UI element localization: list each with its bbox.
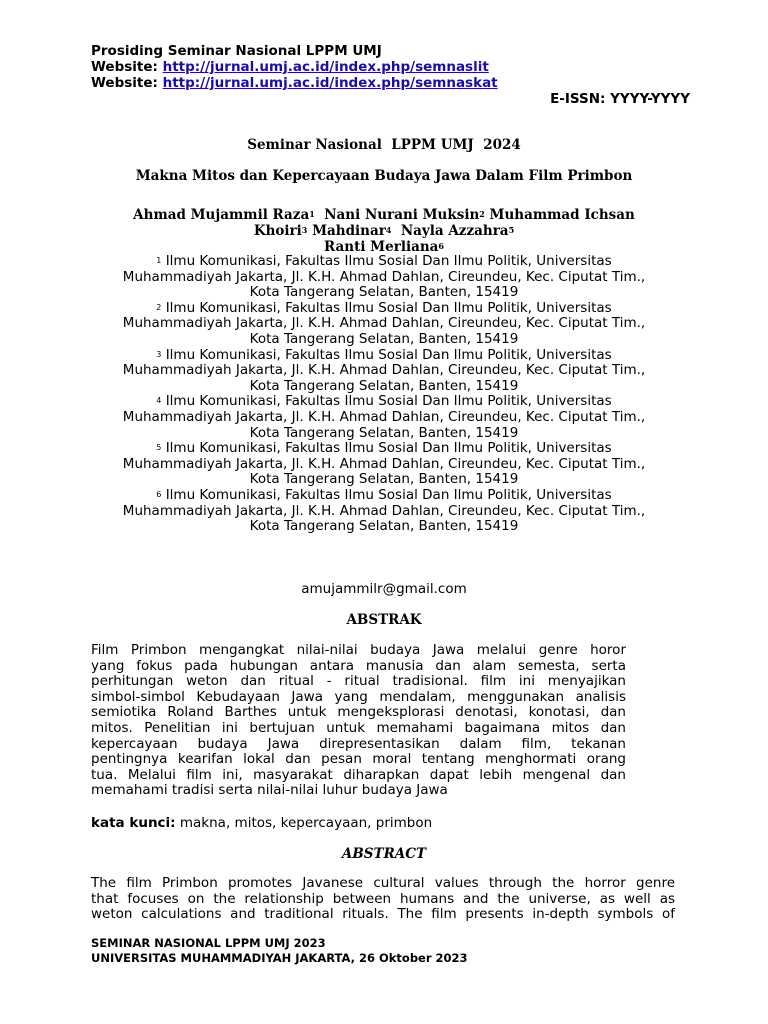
affiliation-line: Muhammadiyah Jakarta, Jl. K.H. Ahmad Dahlan, Cireundeu, Kec. Ciputat Tim., (122, 362, 646, 379)
author-sup: 4 (385, 225, 392, 235)
affiliation-6 (0, 488, 768, 535)
affiliation-line: Muhammadiyah Jakarta, Jl. K.H. Ahmad Dahlan, Cireundeu, Kec. Ciputat Tim., (122, 455, 646, 472)
footer (91, 936, 468, 966)
affiliation-line: Muhammadiyah Jakarta, Jl. K.H. Ahmad Dahlan, Cireundeu, Kec. Ciputat Tim., (122, 315, 646, 332)
authors-line-2 (0, 223, 768, 239)
affiliation-sup: 4 (156, 396, 162, 406)
author-name: Ahmad Mujammil Raza (133, 207, 310, 223)
affiliation-line: Muhammadiyah Jakarta, Jl. K.H. Ahmad Dahlan, Cireundeu, Kec. Ciputat Tim., (122, 408, 646, 425)
author-email: amujammilr@gmail.com (301, 581, 467, 597)
author-name: Nani Nurani Muksin (324, 207, 480, 223)
website-label: Website: (91, 59, 158, 75)
affiliation-1 (0, 254, 768, 301)
affiliation-4 (0, 394, 768, 441)
affiliation-sup: 3 (156, 349, 162, 359)
author-name-part: Khoiri (253, 223, 302, 239)
affiliation-line: Ilmu Komunikasi, Fakultas Ilmu Sosial Dan Ilmu Politik, Universitas (165, 486, 612, 503)
abstrak-line: yang fokus pada hubungan antara manusia dan alam semesta, serta (91, 657, 626, 674)
author-name-part: Muhammad Ichsan (489, 207, 635, 223)
abstrak-line: perhitungan weton dan ritual - ritual tradisional. film ini menyajikan (91, 673, 626, 690)
affiliation-line: Kota Tangerang Selatan, Banten, 15419 (249, 284, 519, 301)
authors-block (0, 207, 768, 255)
affiliation-3 (0, 348, 768, 395)
abstrak-line: simbol-simbol Kebudayaan Jawa yang mendalam, menggunakan analisis (91, 688, 626, 705)
affiliation-sup: 2 (156, 302, 162, 312)
abstrak-line: tua. Melalui film ini, masyarakat diharapkan dapat lebih mengenal dan (91, 766, 626, 783)
affiliation-line: Muhammadiyah Jakarta, Jl. K.H. Ahmad Dahlan, Cireundeu, Kec. Ciputat Tim., (122, 502, 646, 519)
author-sup: 6 (438, 241, 444, 251)
eissn: E-ISSN: YYYY-YYYY (550, 91, 690, 107)
keywords-label: kata kunci: (91, 815, 176, 831)
abstrak-line: semiotika Roland Barthes untuk mengeksplorasi denotasi, konotasi, dan (91, 704, 626, 721)
website-link-semnaskat[interactable]: http://jurnal.umj.ac.id/index.php/semnaskat (162, 75, 498, 91)
affiliation-sup: 6 (156, 489, 162, 499)
affiliation-5 (0, 441, 768, 488)
affiliation-sup: 1 (156, 256, 162, 265)
website-link-semnaslit[interactable]: http://jurnal.umj.ac.id/index.php/semnaslit (162, 59, 489, 75)
paper-title: Makna Mitos dan Kepercayaan Budaya Jawa Dalam Film Primbon (135, 168, 633, 184)
author-sup: 5 (508, 225, 515, 235)
affiliation-line: Ilmu Komunikasi, Fakultas Ilmu Sosial Dan Ilmu Politik, Universitas (165, 393, 612, 410)
website-label: Website: (91, 75, 158, 91)
abstract-body (91, 876, 675, 923)
author-name: Nayla Azzahra (400, 223, 509, 239)
author-sup: 2 (479, 209, 485, 219)
abstrak-line: kepercayaan budaya Jawa direpresentasikan dalam film, tekanan (91, 735, 626, 752)
proceedings-title: Prosiding Seminar Nasional LPPM UMJ (91, 43, 382, 59)
affiliation-line: Ilmu Komunikasi, Fakultas Ilmu Sosial Dan Ilmu Politik, Universitas (165, 299, 612, 316)
footer-line-2: UNIVERSITAS MUHAMMADIYAH JAKARTA, 26 Oktober 2023 (91, 951, 468, 965)
abstrak-line: memahami tradisi serta nilai-nilai luhur budaya Jawa (91, 782, 448, 799)
affiliation-line: Ilmu Komunikasi, Fakultas Ilmu Sosial Dan Ilmu Politik, Universitas (165, 253, 612, 269)
abstrak-line: Film Primbon mengangkat nilai-nilai budaya Jawa melalui genre horor (91, 642, 626, 658)
author-sup: 3 (301, 225, 308, 235)
author-name: Mahdinar (312, 223, 386, 239)
affiliation-2 (0, 301, 768, 348)
keywords (91, 815, 432, 831)
abstrak-line: mitos. Penelitian ini bertujuan untuk memahami bagaimana mitos dan (91, 719, 626, 736)
authors-line-1 (0, 207, 768, 223)
affiliation-line: Kota Tangerang Selatan, Banten, 15419 (249, 377, 519, 394)
affiliation-sup: 5 (156, 443, 162, 453)
abstrak-heading: ABSTRAK (346, 612, 422, 628)
website-line-2 (91, 75, 498, 91)
affiliations (0, 254, 768, 535)
affiliation-line: Kota Tangerang Selatan, Banten, 15419 (249, 471, 519, 488)
author-name: Ranti Merliana (324, 239, 439, 255)
affiliation-line: Kota Tangerang Selatan, Banten, 15419 (249, 330, 519, 347)
keywords-value: makna, mitos, kepercayaan, primbon (175, 815, 433, 831)
affiliation-line: Ilmu Komunikasi, Fakultas Ilmu Sosial Dan Ilmu Politik, Universitas (165, 440, 612, 457)
abstrak-body (91, 643, 626, 799)
footer-line-1: SEMINAR NASIONAL LPPM UMJ 2023 (91, 936, 326, 950)
seminar-title: Seminar Nasional LPPM UMJ 2024 (247, 137, 521, 153)
abstract-line: The film Primbon promotes Javanese cultural values through the horror genre (91, 875, 675, 891)
author-sup: 1 (309, 209, 315, 219)
abstract-line: that focuses on the relationship between humans and the universe, as well as (91, 890, 675, 907)
affiliation-line: Kota Tangerang Selatan, Banten, 15419 (249, 424, 519, 441)
affiliation-line: Muhammadiyah Jakarta, Jl. K.H. Ahmad Dahlan, Cireundeu, Kec. Ciputat Tim., (122, 268, 646, 285)
abstrak-line: pentingnya kearifan lokal dan pesan moral tentang menghormati orang (91, 751, 626, 768)
abstract-heading: ABSTRACT (341, 846, 427, 862)
affiliation-line: Ilmu Komunikasi, Fakultas Ilmu Sosial Dan Ilmu Politik, Universitas (165, 346, 612, 363)
affiliation-line: Kota Tangerang Selatan, Banten, 15419 (249, 518, 519, 535)
website-line-1 (91, 59, 489, 75)
abstract-line: weton calculations and traditional rituals. The film presents in-depth symbols of (91, 906, 675, 923)
